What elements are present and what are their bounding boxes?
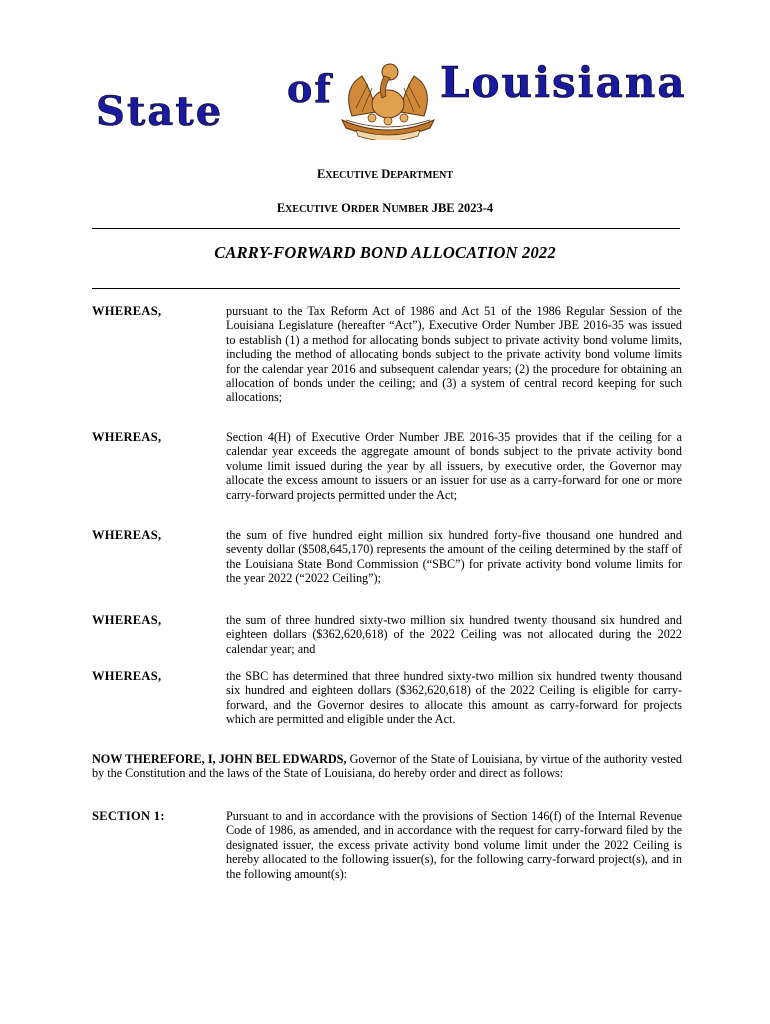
department-heading: EXECUTIVE DEPARTMENT [316, 167, 454, 181]
masthead-louisiana-word: Louisiana [440, 58, 687, 107]
clause-text: the sum of five hundred eight million six hundred forty-five thousand one hundred and seventy dollar ($508,645,170) represents the amount of the ceiling determined by the staff of the Louisiana State Bond Commission (“SBC”) for private activity bond volume limits for the year 2022 (“2022 Ceiling”); [226, 528, 682, 586]
clause-text: the sum of three hundred sixty-two million six hundred twenty thousand six hundred and eighteen dollars ($362,620,618) of the 2022 Ceiling was not allocated during the 2022 calendar year; and [226, 613, 682, 656]
clause-label: WHEREAS, [92, 430, 162, 444]
masthead-state-word: State [96, 88, 224, 135]
divider-bottom [92, 288, 680, 289]
order-number-heading: EXECUTIVE ORDER NUMBER JBE 2023-4 [276, 201, 494, 215]
now-therefore-lead: NOW THEREFORE, I, JOHN BEL EDWARDS, [92, 752, 347, 766]
pelican-seal-icon [332, 58, 444, 140]
masthead-of-word: of [287, 66, 333, 111]
clause-label: WHEREAS, [92, 528, 162, 542]
clause-label: WHEREAS, [92, 304, 162, 318]
now-therefore-rest: Governor of the State of Louisiana, by virtue of the authority vested by the Constitution and the laws of the State of Louisiana, do hereby order and direct as follows: [92, 752, 683, 781]
clause-label: WHEREAS, [92, 613, 162, 627]
masthead [0, 0, 770, 160]
clause-label: WHEREAS, [92, 669, 162, 683]
clause-text: Section 4(H) of Executive Order Number JBE 2016-35 provides that if the ceiling for a calendar year exceeds the aggregate amount of bonds subject to the private activity bond volume limit issued during the year by all issuers, by executive order, the Governor may allocate the excess amount to issuers or an issuer for use as a carry-forward for one or more carry-forward projects permitted under the Act; [226, 430, 682, 502]
section-label: SECTION 1: [92, 809, 165, 823]
section-text: Pursuant to and in accordance with the provisions of Section 146(f) of the Internal Revenue Code of 1986, as amended, and in accordance with the request for carry-forward filed by the designated issuer, the excess private activity bond volume limit under the 2022 Ceiling is hereby allocated to the following issuer(s), for the following carry-forward project(s), and in the following amount(s): [226, 809, 682, 881]
order-title: CARRY-FORWARD BOND ALLOCATION 2022 [214, 243, 556, 262]
now-therefore-paragraph [92, 752, 682, 781]
divider-top [92, 228, 680, 229]
clause-text: pursuant to the Tax Reform Act of 1986 and Act 51 of the 1986 Regular Session of the Louisiana Legislature (hereafter “Act”), Executive Order Number JBE 2016-35 was issued to establish (1) a method for allocating bonds subject to private activity bond volume limits, including the method of allocating bonds subject to the private activity bond volume limits for the calendar year 2016 and subsequent calendar years; (2) the procedure for obtaining an allocation of bonds under the ceiling; and (3) a system of central record keeping for such allocations; [226, 304, 682, 405]
clause-text: the SBC has determined that three hundred sixty-two million six hundred twenty thousand six hundred and eighteen dollars ($362,620,618) of the 2022 Ceiling is eligible for carry-forward, and the Governor desires to allocate this amount as carry-forward for projects which are permitted and eligible under the Act. [226, 669, 682, 727]
